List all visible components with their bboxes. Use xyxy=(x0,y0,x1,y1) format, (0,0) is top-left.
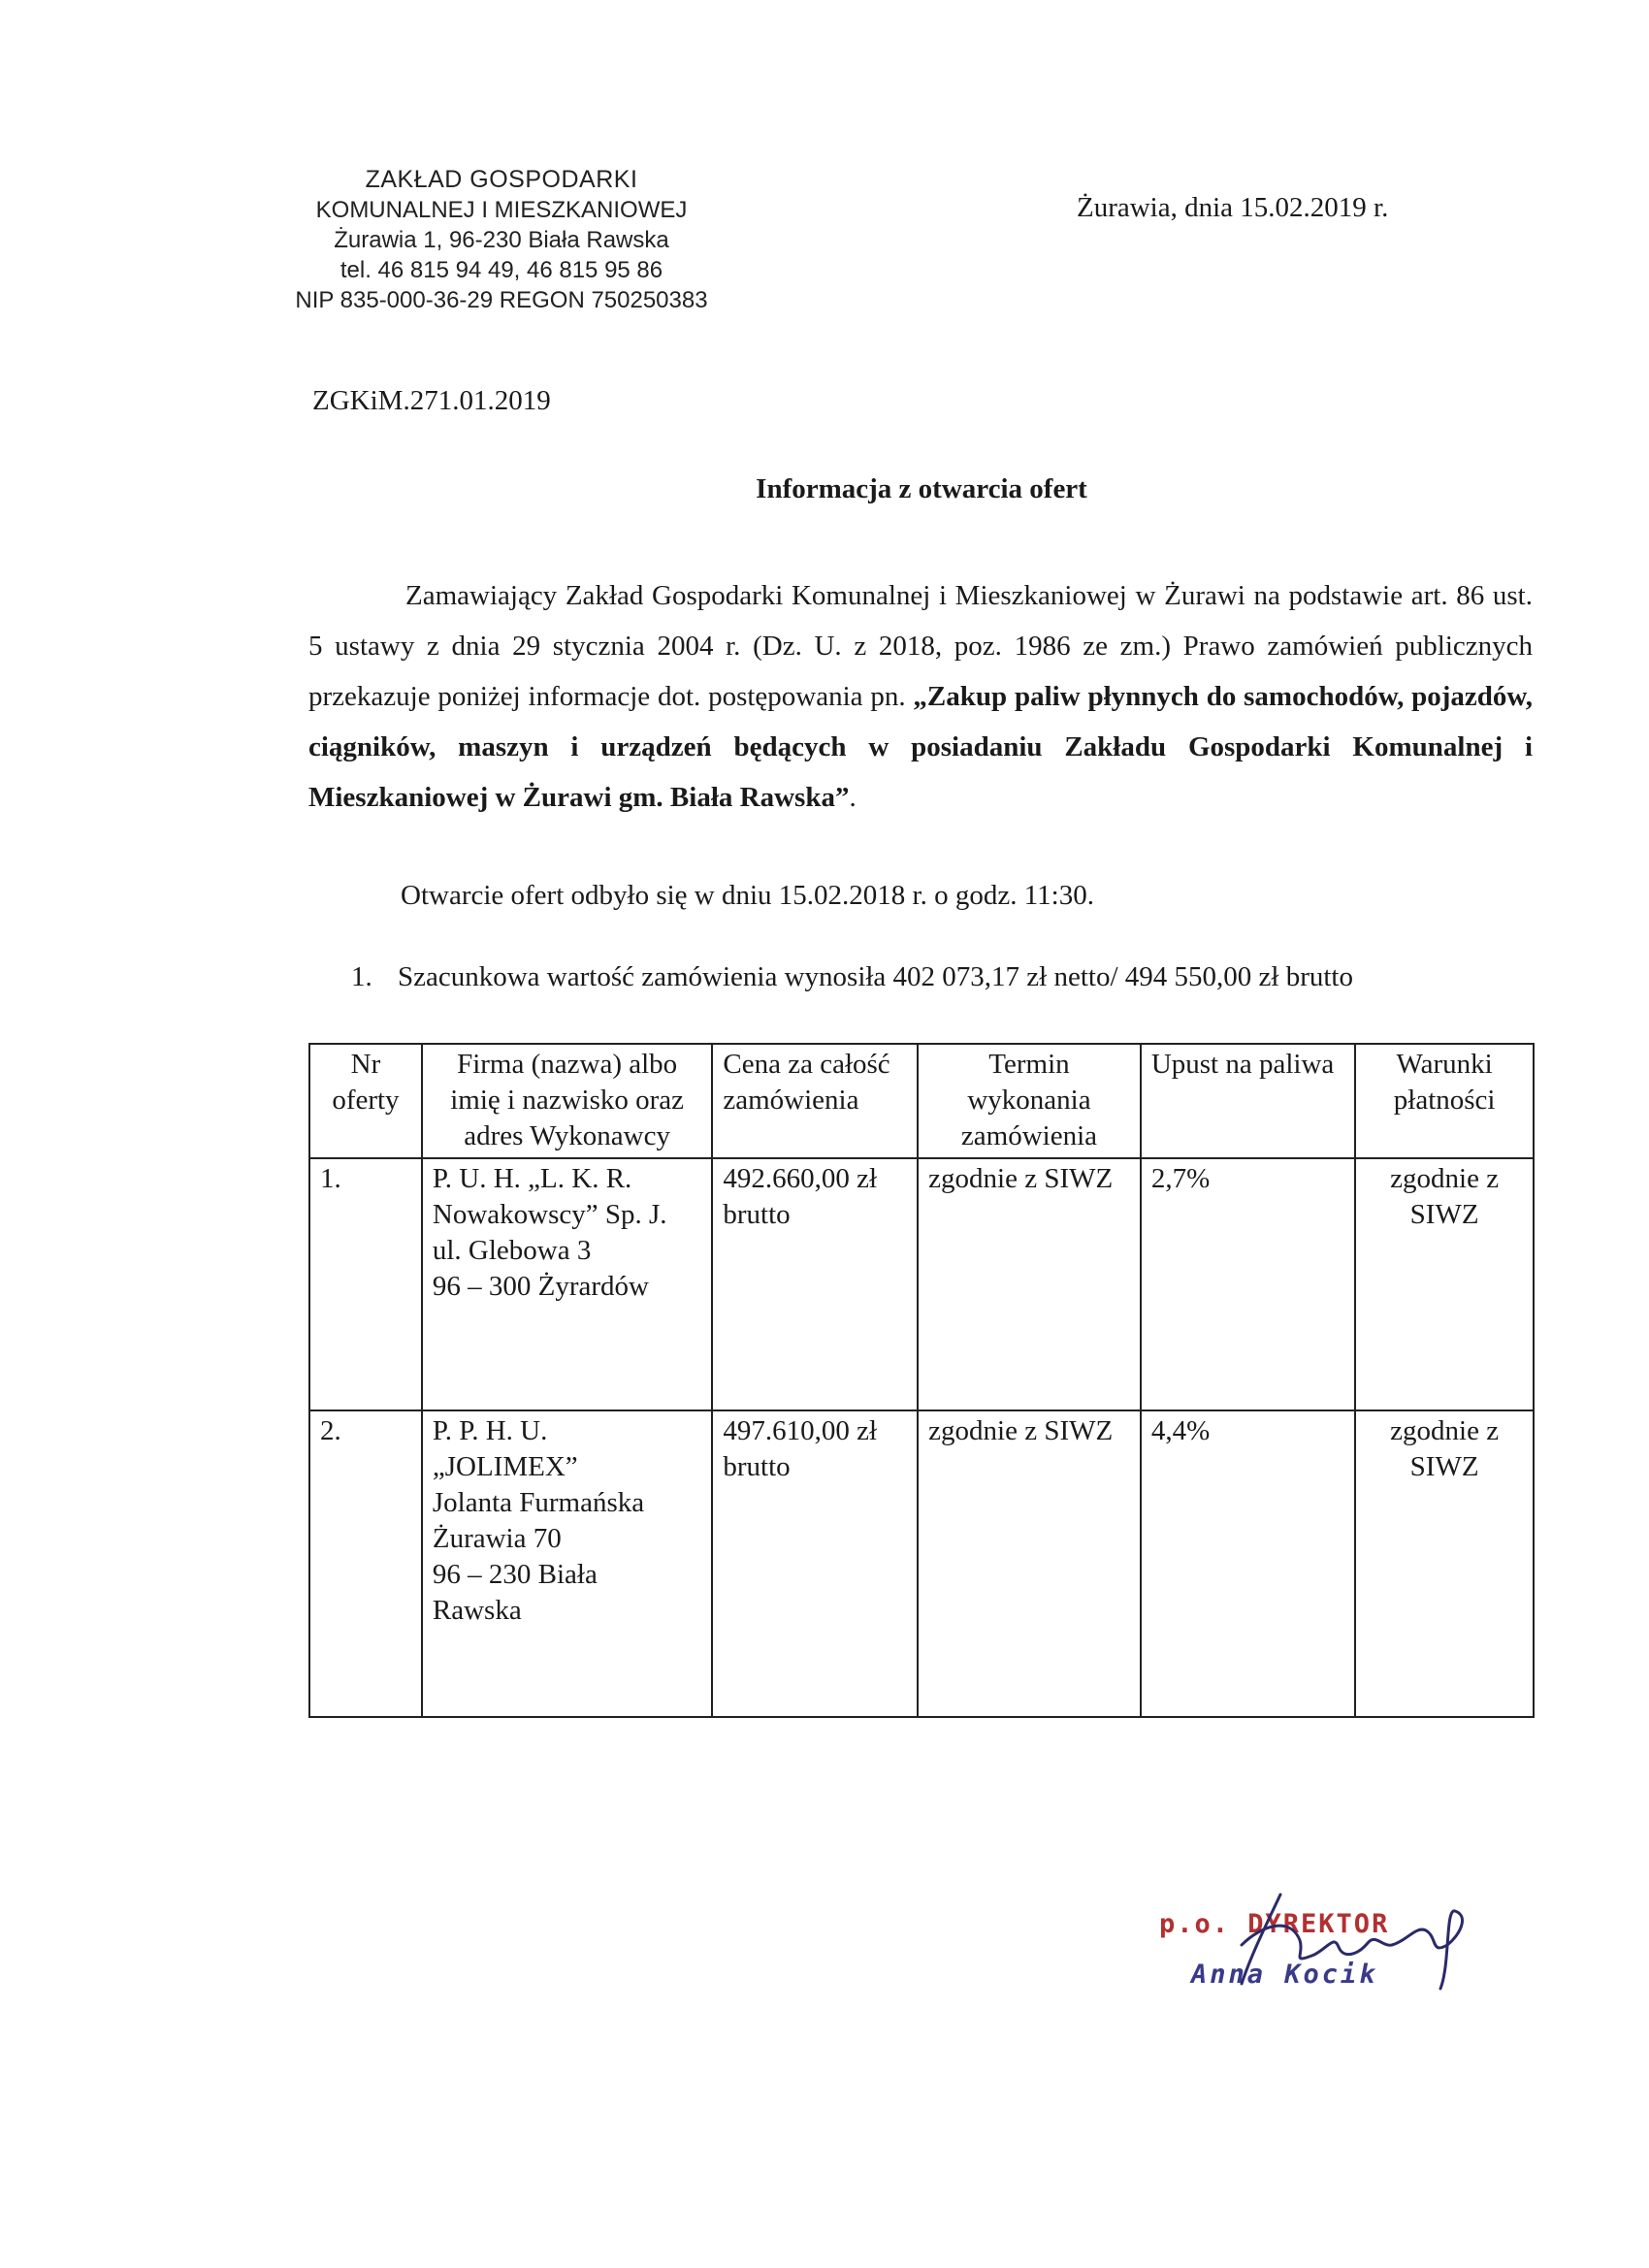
offer-term: zgodnie z SIWZ xyxy=(918,1158,1141,1410)
offer-discount: 2,7% xyxy=(1141,1158,1355,1410)
intro-paragraph xyxy=(308,570,1533,823)
offer-price: 492.660,00 zł brutto xyxy=(712,1158,918,1410)
org-name-line-2: KOMUNALNEJ I MIESZKANIOWEJ xyxy=(315,197,688,223)
header-offer-number: Nr oferty xyxy=(309,1044,422,1158)
org-tax-ids: NIP 835-000-36-29 REGON 750250383 xyxy=(295,287,708,313)
contractor-line: ul. Glebowa 3 xyxy=(432,1235,592,1266)
contractor xyxy=(422,1410,713,1717)
offer-payment: zgodnie z SIWZ xyxy=(1355,1410,1534,1717)
header-payment: Warunki płatności xyxy=(1355,1044,1534,1158)
document-date: Żurawia, dnia 15.02.2019 r. xyxy=(1077,192,1389,223)
header-price: Cena za całość zamówienia xyxy=(712,1044,918,1158)
procedure-end: . xyxy=(849,782,857,813)
contractor-line: „JOLIMEX” xyxy=(432,1451,578,1482)
header-discount: Upust na paliwa xyxy=(1141,1044,1355,1158)
contractor-line: Żurawia 70 xyxy=(432,1523,562,1554)
header-contractor: Firma (nazwa) albo imię i nazwisko oraz adres Wykonawcy xyxy=(422,1044,713,1158)
offer-payment: zgodnie z SIWZ xyxy=(1355,1158,1534,1410)
contractor-line: Nowakowscy” Sp. J. xyxy=(432,1199,667,1230)
offer-number: 1. xyxy=(309,1158,422,1410)
table-row xyxy=(309,1158,1534,1410)
contractor xyxy=(422,1158,713,1410)
offers-table xyxy=(308,1043,1535,1718)
handwritten-signature-icon xyxy=(1222,1887,1474,1993)
offer-term: zgodnie z SIWZ xyxy=(918,1410,1141,1717)
estimate-item xyxy=(351,961,1353,993)
offer-price: 497.610,00 zł brutto xyxy=(712,1410,918,1717)
offer-discount: 4,4% xyxy=(1141,1410,1355,1717)
header-term: Termin wykonania zamówienia xyxy=(918,1044,1141,1158)
contractor-line: 96 – 300 Żyrardów xyxy=(432,1271,649,1302)
contractor-line: Jolanta Furmańska xyxy=(432,1487,645,1518)
contractor-line: 96 – 230 Biała xyxy=(432,1559,598,1590)
estimate-number: 1. xyxy=(351,961,372,992)
signature-name-stamp: Anna Kocik xyxy=(1191,1960,1378,1990)
org-phone: tel. 46 815 94 49, 46 815 95 86 xyxy=(340,257,663,283)
document-title: Informacja z otwarcia ofert xyxy=(756,473,1087,504)
offer-number: 2. xyxy=(309,1410,422,1717)
reference-number: ZGKiM.271.01.2019 xyxy=(312,385,551,416)
signature-title-stamp: p.o. DYREKTOR xyxy=(1159,1909,1390,1939)
procedure-name: „Zakup paliw płynnych do samochodów, pojazdów, ciągników, maszyn i urządzeń będących w posiadaniu Zakładu Gospodarki Komunalnej i Mieszkaniowej w Żurawi gm. Biała Rawska” xyxy=(308,681,1534,813)
contractor-line: Rawska xyxy=(432,1595,522,1626)
contractor-line: P. U. H. „L. K. R. xyxy=(432,1163,632,1194)
estimate-text: Szacunkowa wartość zamówienia wynosiła 402 073,17 zł netto/ 494 550,00 zł brutto xyxy=(398,961,1353,992)
intro-text: Zamawiający Zakład Gospodarki Komunalnej i Mieszkaniowej w Żurawi na podstawie art. 86 ust. 5 ustawy z dnia 29 stycznia 2004 r. (Dz. U. z 2018, poz. 1986 ze zm.) Prawo zamówień publicznych przekazuje poniżej informacje dot. postępowania pn. xyxy=(308,580,1533,712)
organization-header-stamp xyxy=(283,165,720,315)
org-address: Żurawia 1, 96-230 Biała Rawska xyxy=(334,227,669,253)
contractor-line: P. P. H. U. xyxy=(432,1415,548,1446)
org-name-line-1: ZAKŁAD GOSPODARKI xyxy=(365,166,638,193)
opening-info: Otwarcie ofert odbyło się w dniu 15.02.2018 r. o godz. 11:30. xyxy=(401,880,1094,911)
table-header-row xyxy=(309,1044,1534,1158)
table-row xyxy=(309,1410,1534,1717)
